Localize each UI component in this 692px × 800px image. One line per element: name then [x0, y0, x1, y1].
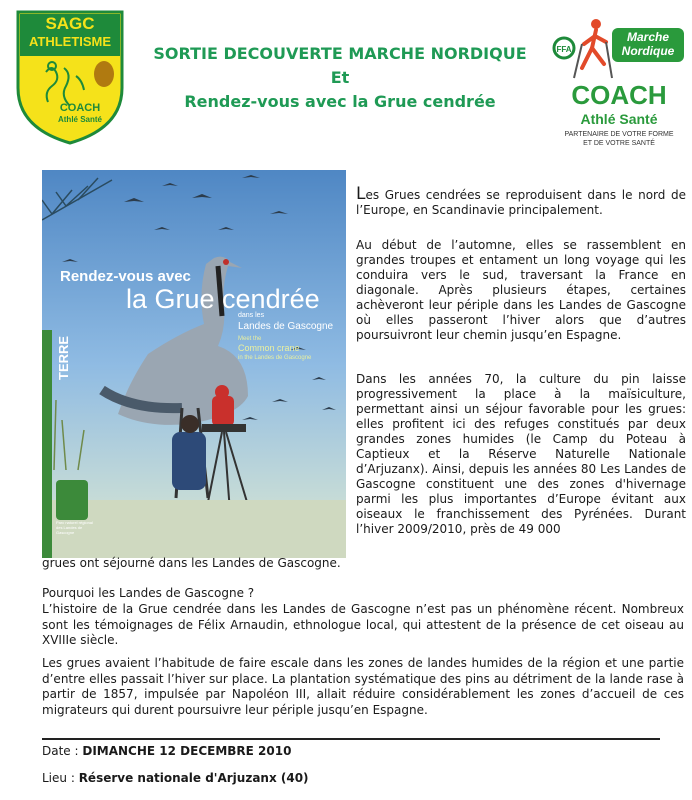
date-value: DIMANCHE 12 DECEMBRE 2010: [82, 744, 292, 758]
paragraph-3: Dans les années 70, la culture du pin laisse progressivement la place à la maïsiculture, permettant ainsi un séjour favorable pour les grues: elles profitent ici des refuges constitués par deux grandes zones humides (le Camp du Poteau à Captieux et la Réserve Naturelle Nationale d’Arjuzanx). Ainsi, depuis les années 80 Les Landes de Gascogne constituent une des zones d'hivernage parmi les plus importantes d’Europe évitant aux oiseaux le franchissement des Pyrénées. Durant l’hiver 2009/2010, près de 49 000: [356, 372, 686, 536]
dropcap: L: [356, 184, 366, 204]
nordique-label: Nordique: [621, 44, 675, 58]
place-label: Lieu :: [42, 771, 79, 785]
athle-sante-label: Athlé Santé: [580, 111, 658, 127]
date-line: [42, 744, 291, 758]
sagc-logo-line4: Athlé Santé: [57, 115, 102, 124]
cover-small-3: in the Landes de Gascogne: [238, 355, 312, 361]
cover-heading-1: Rendez-vous avec: [60, 268, 191, 285]
cover-small-2: Common crane: [238, 343, 300, 353]
place-line: [42, 771, 309, 785]
paragraph-1-text: es Grues cendrées se reproduisent dans le nord de l’Europe, en Scandinavie principalement.: [356, 188, 686, 217]
sante-label: ET DE VOTRE SANTÉ: [583, 140, 655, 147]
cover-subtitle-1: dans les: [238, 312, 265, 319]
cover-subtitle-2: Landes de Gascogne: [238, 321, 334, 332]
title-line-1: SORTIE DECOUVERTE MARCHE NORDIQUE: [153, 44, 527, 63]
divider: [42, 738, 660, 740]
book-cover-image: [42, 170, 346, 558]
paragraph-5: Les grues avaient l’habitude de faire escale dans les zones de landes humides de la région et une partie d’entre elles passait l’hiver sur place. La plantation systématique des pins au détriment de la lande rase à partir de 1857, impulsée par Napoléon III, allait réduire considérablement les zones d’accueil de ces migrateurs qui durent poursuivre leur périple jusqu’en Espagne.: [42, 656, 684, 717]
cover-side-label: TERRE: [56, 335, 71, 380]
paragraph-2: Au début de l’automne, elles se rassemblent en grandes troupes et entament un long voyage qui les conduira vers le sud, traversant la France en diagonale. Après plusieurs étapes, certaines achèveront leur périple dans les Landes de Gascogne où elles passeront l’hiver alors que d’autres poursuivront leur chemin jusqu’en Espagne.: [356, 238, 686, 342]
svg-text:FFA: FFA: [556, 45, 572, 54]
title-line-2: Et: [330, 68, 350, 87]
question-heading: Pourquoi les Landes de Gascogne ?: [42, 586, 255, 600]
marche-label: Marche: [626, 30, 670, 44]
cover-small-1: Meet the: [238, 336, 262, 342]
sagc-logo: [16, 10, 124, 145]
title-line-3: Rendez-vous avec la Grue cendrée: [184, 92, 496, 111]
cover-badge: Parc naturel régional des Landes de Gascogne: [56, 520, 93, 535]
coach-label: COACH: [571, 80, 667, 110]
paragraph-4: L’histoire de la Grue cendrée dans les Landes de Gascogne n’est pas un phénomène récent. Nombreux sont les témoignages de Félix Arnaudin, ethnologue local, qui attestent de la présence de cet oiseau au XVIIIe siècle.: [42, 602, 684, 647]
date-label: Date :: [42, 744, 83, 758]
sagc-logo-line2: ATHLETISME: [28, 34, 112, 49]
sagc-logo-line3: COACH: [59, 102, 101, 114]
cover-heading-2: la Grue cendrée: [126, 284, 320, 314]
partenaire-label: PARTENAIRE DE VOTRE FORME: [564, 131, 674, 138]
paragraph-1: [356, 184, 686, 218]
page-title: [128, 42, 552, 114]
paragraph-3-end: grues ont séjourné dans les Landes de Gascogne.: [42, 556, 341, 570]
place-value: Réserve nationale d'Arjuzanx (40): [78, 771, 309, 785]
coach-athle-sante-logo: [552, 14, 686, 164]
sagc-logo-line1: SAGC: [45, 14, 95, 33]
